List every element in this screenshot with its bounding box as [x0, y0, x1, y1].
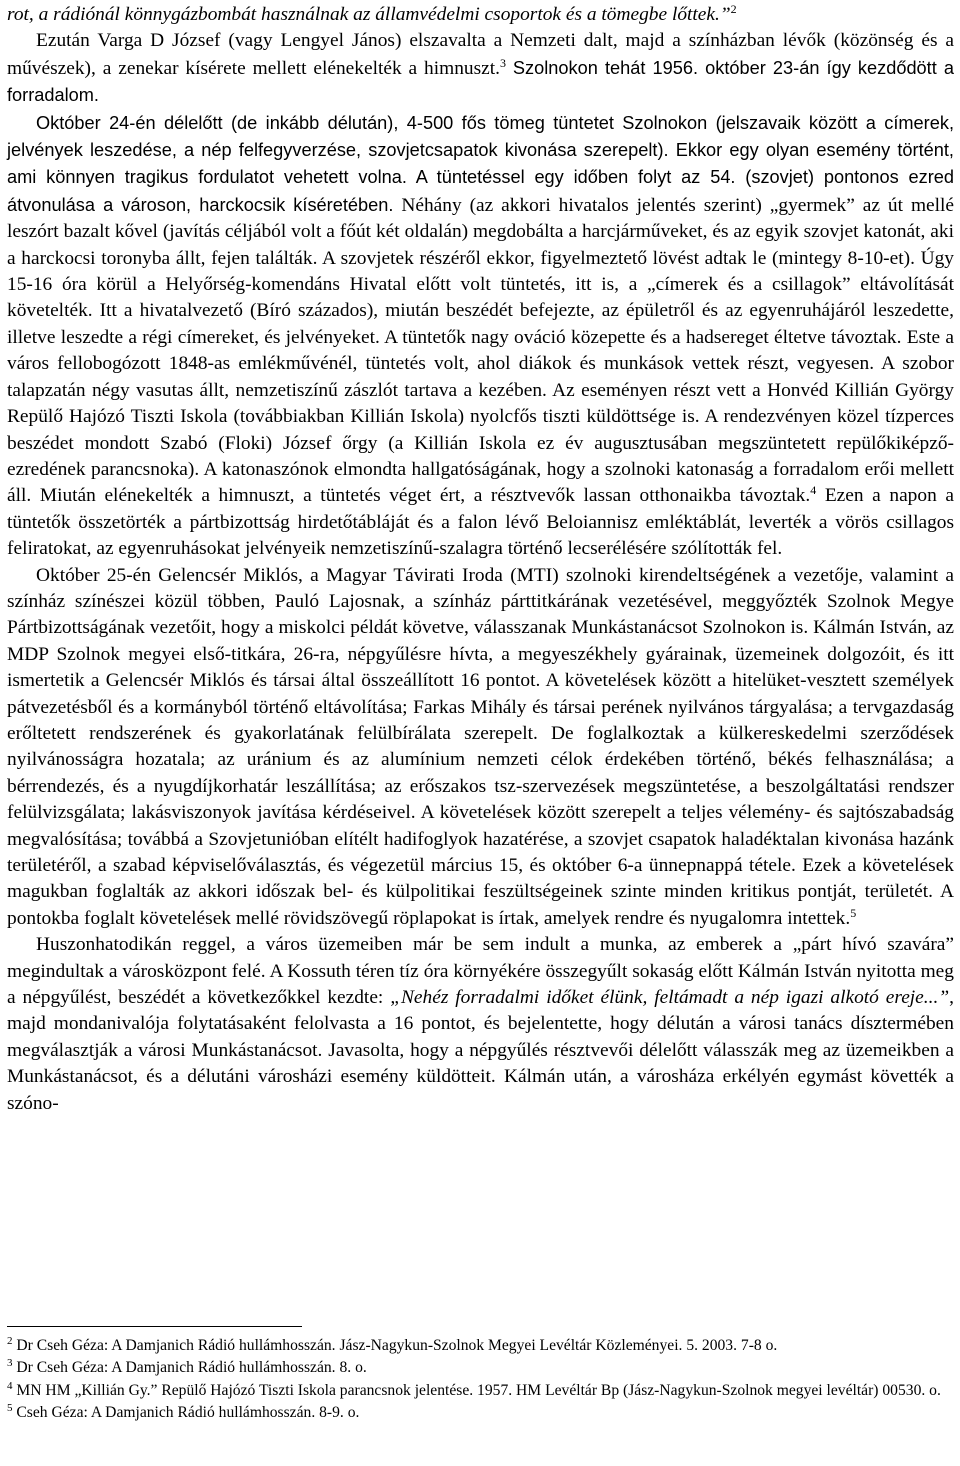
paragraph-text: Huszonhatodikán reggel, a város üzemeiben már be sem indult a munka, az emberek a „párt hívó szavára” megindultak a városközpont felé. A Kossuth téren tíz óra környékére összegyűlt sokaság előtt Kálmán István nyitotta meg a népgyűlést, beszédét a következőkkel kezdte:: [7, 934, 954, 1009]
paragraph-october-25: [7, 563, 954, 933]
paragraph-october-24: [7, 110, 954, 563]
paragraph-continuation: [7, 2, 954, 28]
paragraph-october-26: [7, 932, 954, 1117]
footnote-4: [7, 1380, 954, 1402]
footnote-5: [7, 1402, 954, 1424]
main-text: [7, 2, 954, 1117]
footnote-ref-2: 2: [730, 2, 737, 16]
footnote-divider: [7, 1326, 302, 1327]
footnote-text: MN HM „Killián Gy.” Repülő Hajózó Tiszti Iskola parancsnok jelentése. 1957. HM Levéltár Bp (Jász-Nagykun-Szolnok megyei levéltár) 00530. o.: [16, 1381, 941, 1399]
footnote-number: 4: [7, 1379, 13, 1392]
footnote-number: 2: [7, 1335, 13, 1347]
paragraph-text-sans: Szolnokon tehát 1956. október 23-án így kezdődött a forradalom.: [7, 57, 954, 106]
paragraph-poem-anthem: [7, 28, 954, 109]
footnote-text: Dr Cseh Géza: A Damjanich Rádió hullámhosszán. Jász-Nagykun-Szolnok Megyei Levéltár Közleményei. 5. 2003. 7-8 o.: [16, 1337, 778, 1354]
footnote-number: 5: [7, 1402, 13, 1415]
footnote-3: [7, 1357, 954, 1379]
italic-quote-end: rot, a rádiónál könnygázbombát használnak az államvédelmi csoportok és a tömegbe lőttek.”: [7, 4, 731, 25]
paragraph-text: , majd mondanivalója folytatásaként felolvasta a 16 pontot, és bejelentette, hogy délután a városi tanács dísztermében megválasztják a városi Munkástanácsot. Javasolta, hogy a népgyűlés résztvevői délelőtt válasszák meg az üzemeikben a Munkástanácsot, és a délutáni városházi esemény küldötteit. Kálmán után, a városháza erkélyén egymást követték a szóno-: [7, 987, 954, 1114]
footnote-text: Dr Cseh Géza: A Damjanich Rádió hullámhosszán. 8. o.: [16, 1359, 367, 1377]
footnotes: [7, 1326, 954, 1425]
paragraph-text-sans: Október 24-én délelőtt (de inkább délután), 4-500 fős tömeg tüntetet Szolnokon (jelszavaik között a címerek, jelvények leszedése, a nép felfegyverzése, szovjetcsapatok kivonása szerepelt). Ekkor egy olyan esemény történt, ami könnyen tragikus fordulatot vehetett volna. A tüntetéssel egy időben folyt az 54. (szovjet) pontonos ezred átvonulása a városon, harckocsik kíséretében.: [7, 112, 954, 215]
paragraph-text: Néhány (az akkori hivatalos jelentés szerint) „gyermek” az út mellé leszórt bazalt kővel (javítás céljából volt a főút két oldalán) megdobálta a harcjárműveket, és az egyik szovjet katonát, aki a harckocsi toronyba állt, fejen találták. A szovjetek részéről ekkor, figyelmeztető lövést adtak le (mintegy 8-10-et). Úgy 15-16 óra körül a Helyőrség-komendáns Hivatal előtt volt tüntetés, itt is, a „címerek és a csillagok” eltávolítását követelték. Itt a hivatalvezető (Bíró százados), miután beszédét befejezte, az épületről és az egyenruhájáról leszedette, illetve leszedte a régi címereket, és jelvényeket. A tüntetők nagy ováció közepette és a hadsereget éltetve távoztak. Este a város fellobogózott 1848-as emlékművénél, tüntetés volt, ahol diákok és munkások vettek részt, vegyesen. A szobor talapzatán négy vasutas állt, nemzetiszínű zászlót tartava a kezében. Az eseményen részt vett a Honvéd Killián György Repülő Hajózó Tiszti Iskola (továbbiakban Killián Iskola) nyolcfős tiszti küldöttsége is. A rendezvényen közel tízperces beszédet mondott Szabó (Floki) József őrgy (a Killián Iskola ez év augusztusában megszüntetett repülőkiképző-ezredének parancsnoka). A katonaszónok elmondta hallgatóságának, hogy a szolnoki katonaság a forradalom erői mellett áll. Miután elénekelték a himnuszt, a tüntetés véget ért, a résztvevők lassan otthonaikba távoztak.: [7, 194, 955, 507]
paragraph-text: Ezután Varga D József (vagy Lengyel János) elszavalta a Nemzeti dalt, majd a színházban lévők (közönség és a művészek), a zenekar kísérete mellett elénekelték a himnuszt.: [7, 30, 954, 79]
footnote-text: Cseh Géza: A Damjanich Rádió hullámhosszán. 8-9. o.: [16, 1404, 360, 1422]
footnote-2: [7, 1335, 954, 1357]
footnote-ref-5: 5: [850, 905, 857, 920]
footnote-number: 3: [7, 1357, 13, 1370]
paragraph-text: Ezen a napon a tüntetők összetörték a pártbizottság hirdetőtábláját és a falon lévő Beloiannisz emléktáblát, leverték a vörös csillagos feliratokat, az egyenruhásokat jelvényeik nemzetiszínű-szalagra történő lecserélésére szólították fel.: [7, 485, 954, 560]
footnote-ref-4: 4: [810, 483, 817, 498]
italic-quote: „Nehéz forradalmi időket élünk, feltámadt a nép igazi alkotó ereje...”: [390, 987, 950, 1009]
footnote-ref-3: 3: [500, 55, 507, 70]
paragraph-text: Október 25-én Gelencsér Miklós, a Magyar Távirati Iroda (MTI) szolnoki kirendeltségének a vezetője, valamint a színház színészei közül többen, Pauló Lajosnak, a színház párttitkárának vezetésével, meggyőzték Szolnok Megye Pártbizottságának vezetőit, hogy a miskolci példát követve, válasszanak Munkástanácsot Szolnokon is. Kálmán István, az MDP Szolnok megyei első-titkára, 26-ra, népgyűlésre hívta, a megyeszékhely gyárainak, üzemeinek dolgozóit, és itt ismertetik a Gelencsér Miklós és társai által összeállított 16 pontot. A követelések között a hitelüket-vesztett személyek pátvezetésből és a kormányból történő eltávolítása; Farkas Mihály és társai perének nyilvános tárgyalása; a tervgazdaság erőltetett rendszerének és gyakorlatának felülbírálata szerepelt. De foglalkoztak a külkereskedelmi szerződések nyilvánosságra hozatala; az uránium és az alumínium nemzeti célok érdekében történő, békés felhasználása; a bérrendezés, és a nyugdíjkorhatár leszállítása; az erőszakos tsz-szervezések megszüntetése, a beszolgáltatási rendszer felülvizsgálata; lakásviszonyok javítása kérdéseivel. A követelések között szerepelt a teljes vélemény- és sajtószabadság megvalósítása; továbbá a Szovjetunióban elítélt hadifoglyok hazatérése, a szovjet csapatok haladéktalan kivonása hazánk területéről, a szabad képviselőválasztás, és végezetül március 15, és október 6-a ünnepnappá tétele. Ezek a követelések magukban foglalták az akkori időszak bel- és külpolitikai feszültségeinek szinte minden kritikus pontját, területét. A pontokba foglalt követelések mellé rövidszövegű röplapokat is írtak, amelyek rendre és nyugalomra intettek.: [7, 564, 954, 929]
